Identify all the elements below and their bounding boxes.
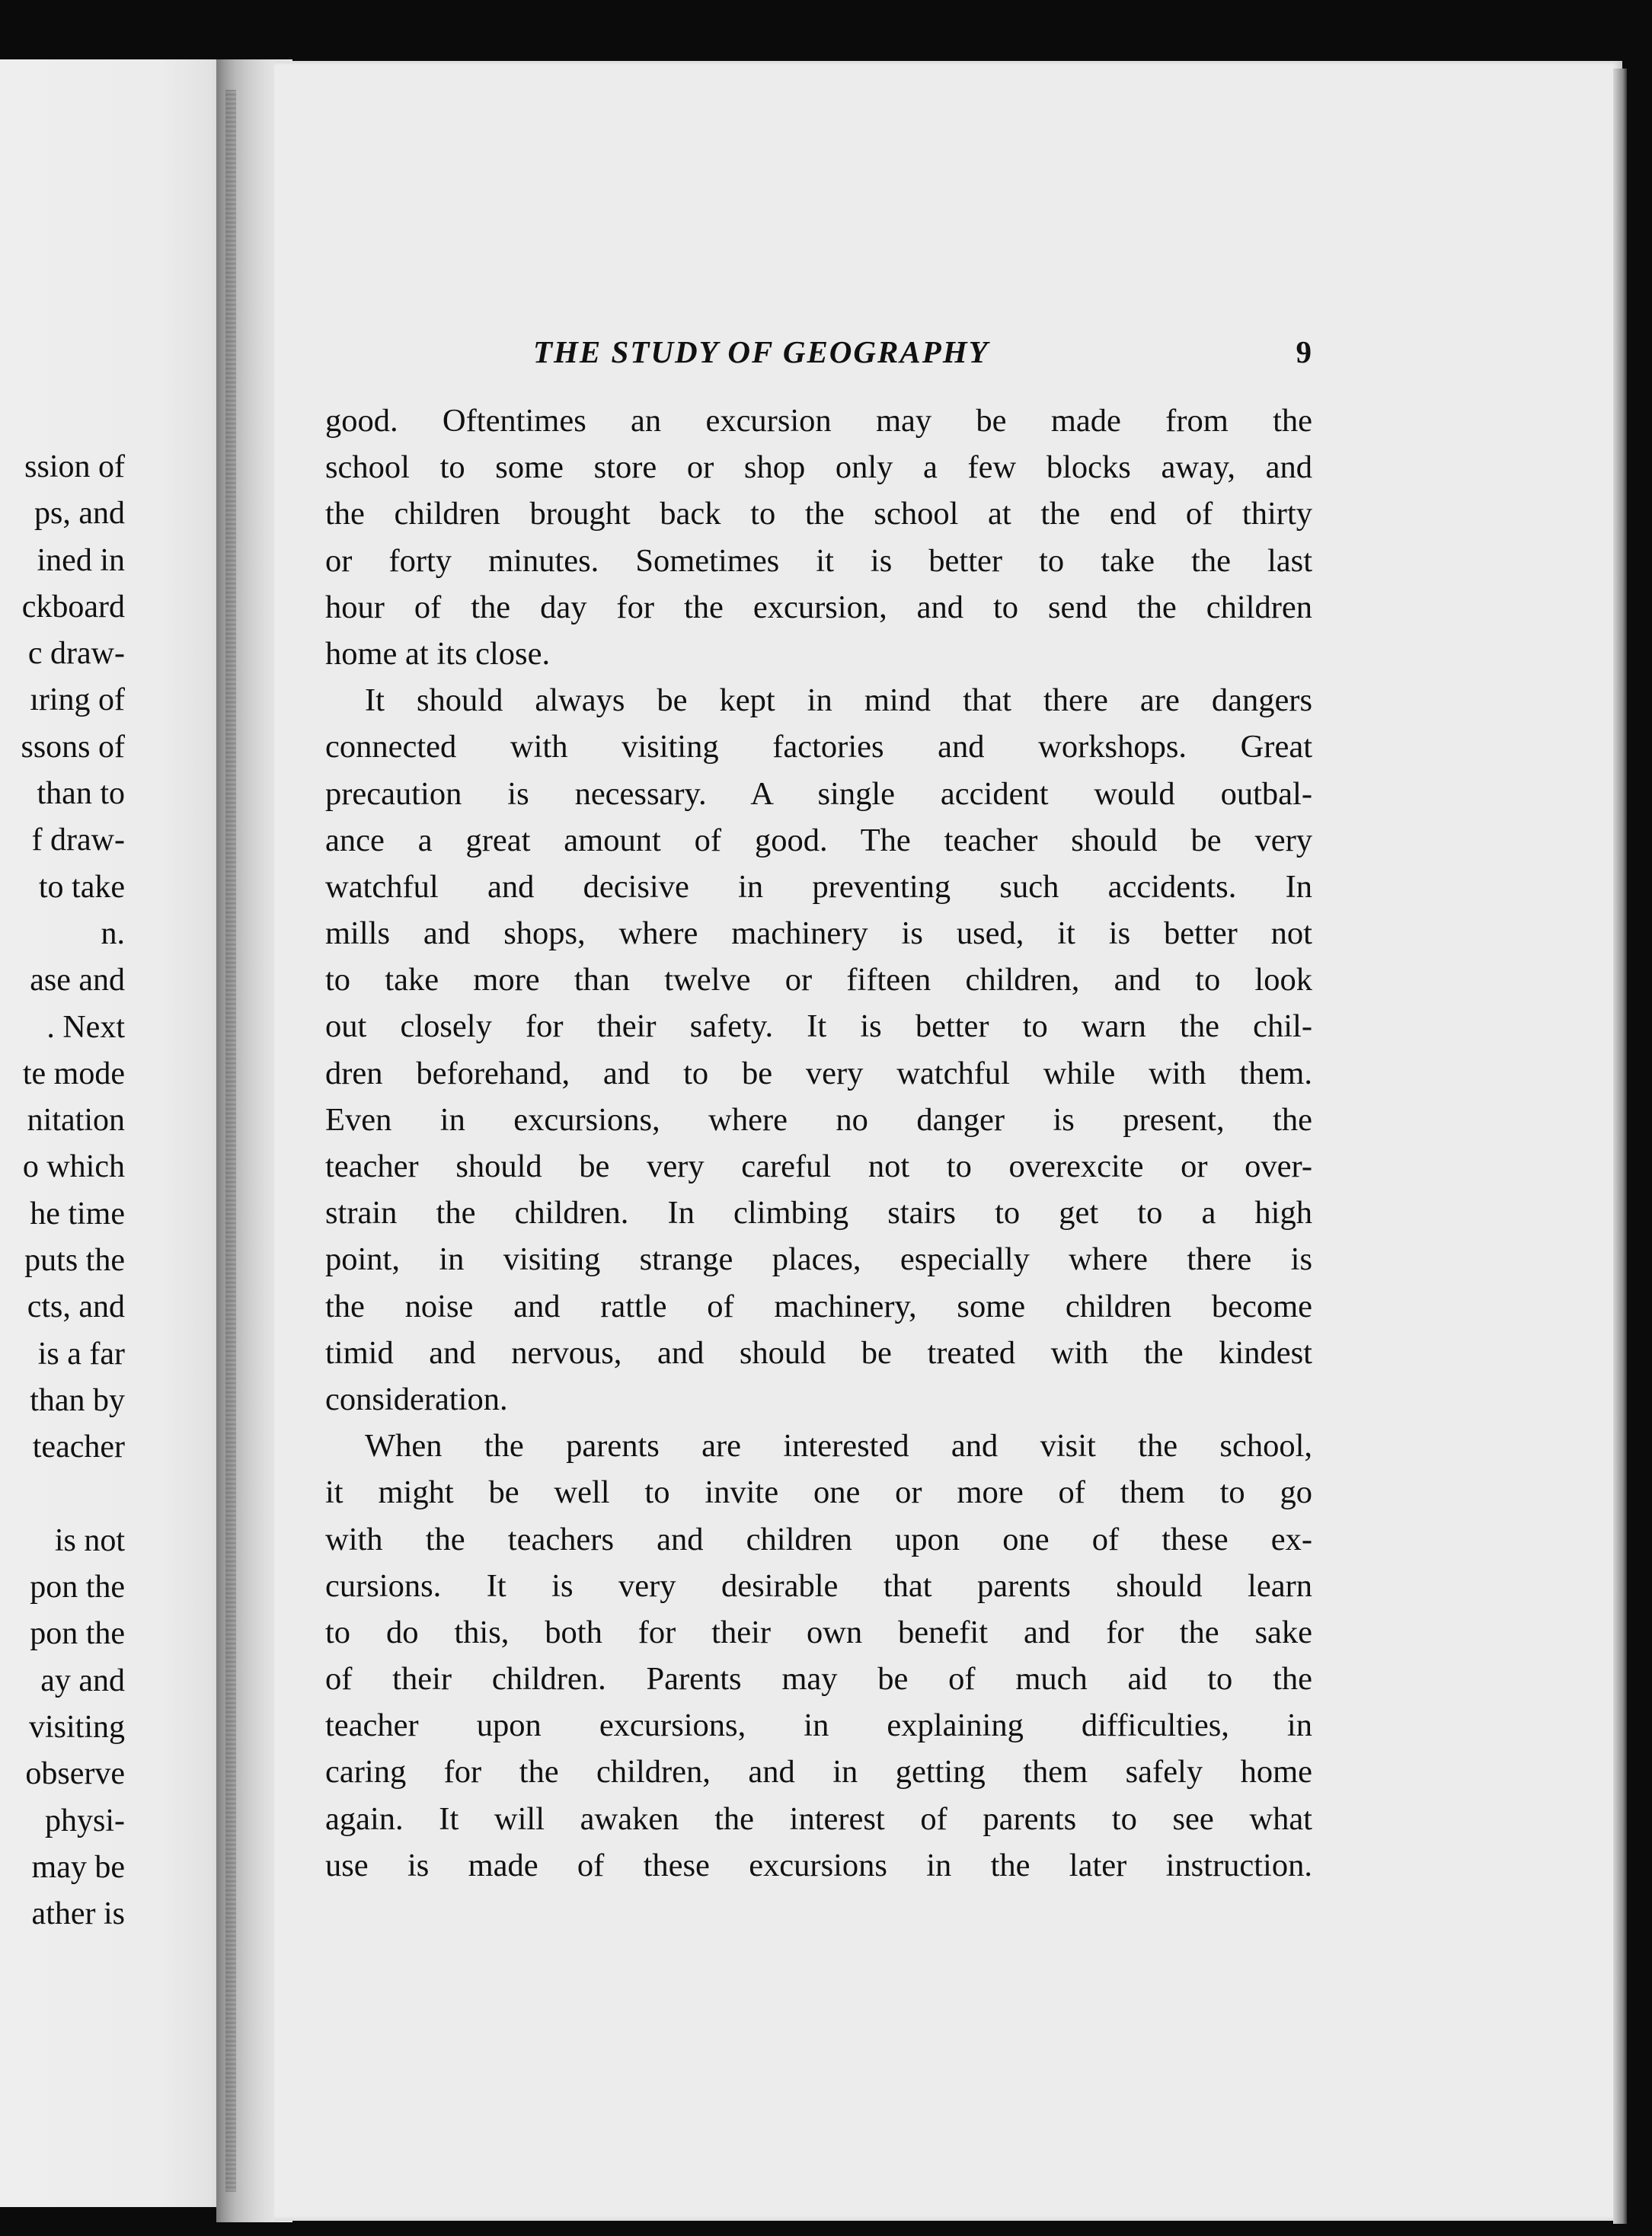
text-line: ance a great amount of good. The teacher should be very xyxy=(325,822,1312,858)
running-head: THE STUDY OF GEOGRAPHY xyxy=(533,334,989,369)
body-text xyxy=(325,398,1312,1889)
left-page-line: f draw- xyxy=(31,823,125,858)
text-line: out closely for their safety. It is better to warn the chil- xyxy=(325,1008,1312,1045)
text-line: consideration. xyxy=(325,1381,508,1417)
left-page-line: physi- xyxy=(45,1803,125,1838)
text-line: connected with visiting factories and workshops. Great xyxy=(325,729,1312,765)
text-line: good. Oftentimes an excursion may be made from the xyxy=(325,403,1312,439)
left-page-line: puts the xyxy=(24,1243,125,1279)
left-page-line: c draw- xyxy=(27,636,125,672)
text-line: cursions. It is very desirable that parents should learn xyxy=(325,1567,1312,1604)
text-line: hour of the day for the excursion, and to send the children xyxy=(325,589,1312,625)
text-line: it might be well to invite one or more of them to go xyxy=(325,1474,1312,1511)
left-page-line: teacher xyxy=(32,1429,125,1465)
left-page-line: than by xyxy=(30,1382,125,1418)
left-page-line: may be xyxy=(31,1849,125,1885)
text-line: When the parents are interested and visit the school, xyxy=(365,1428,1312,1465)
page-number: 9 xyxy=(1296,334,1312,369)
left-page-line: ıring of xyxy=(30,682,125,718)
left-page-line: ase and xyxy=(30,963,125,998)
left-page-line: is a far xyxy=(37,1336,125,1372)
left-page-line: ined in xyxy=(37,542,125,578)
left-page-line: nitation xyxy=(27,1103,125,1139)
left-page-line: ckboard xyxy=(21,589,125,624)
left-page-line: than to xyxy=(37,776,125,812)
text-line: point, in visiting strange places, especially where there is xyxy=(325,1241,1312,1278)
text-line: the noise and rattle of machinery, some children become xyxy=(325,1288,1312,1324)
left-page-line: pon the xyxy=(30,1570,125,1605)
left-page-line: o which xyxy=(22,1149,125,1185)
text-line: or forty minutes. Sometimes it is better to take the last xyxy=(325,542,1312,579)
left-page-line: observe xyxy=(25,1756,125,1792)
left-page-line: ssion of xyxy=(24,449,125,484)
left-page-line: to take xyxy=(38,869,125,905)
text-line: precaution is necessary. A single accident would outbal- xyxy=(325,775,1312,812)
text-line: to do this, both for their own benefit and for the sake xyxy=(325,1614,1312,1650)
text-line: timid and nervous, and should be treated with the kindest xyxy=(325,1334,1312,1371)
text-line: to take more than twelve or fifteen children, and to look xyxy=(325,962,1312,998)
text-line: teacher should be very careful not to overexcite or over- xyxy=(325,1148,1312,1184)
text-line: of their children. Parents may be of much aid to the xyxy=(325,1661,1312,1698)
left-page-line: visiting xyxy=(28,1710,125,1746)
left-page-line xyxy=(0,1471,125,1518)
text-line: home at its close. xyxy=(325,635,551,672)
left-page-line: cts, and xyxy=(27,1289,125,1325)
left-page-line: he time xyxy=(30,1196,125,1231)
text-line: again. It will awaken the interest of parents to see what xyxy=(325,1800,1312,1837)
text-line: use is made of these excursions in the later instruction. xyxy=(325,1847,1312,1883)
left-page-line: n. xyxy=(101,915,125,951)
text-line: teacher upon excursions, in explaining difficulties, in xyxy=(325,1707,1312,1744)
text-line: It should always be kept in mind that there are dangers xyxy=(365,682,1312,719)
left-page-line: pon the xyxy=(30,1616,125,1652)
text-line: strain the children. In climbing stairs to get to a high xyxy=(325,1195,1312,1231)
text-line: the children brought back to the school at the end of thirty xyxy=(325,496,1312,532)
text-line: watchful and decisive in preventing such accidents. In xyxy=(325,868,1312,905)
left-page-line: ay and xyxy=(40,1663,125,1698)
left-page-line: . Next xyxy=(46,1009,125,1045)
left-page-line: is not xyxy=(54,1522,125,1558)
text-line: mills and shops, where machinery is used, it is better not xyxy=(325,915,1312,952)
left-page-line: te mode xyxy=(22,1056,125,1091)
left-page xyxy=(0,59,228,2207)
left-page-line: ssons of xyxy=(21,729,125,765)
text-line: dren beforehand, and to be very watchful while with them. xyxy=(325,1055,1312,1091)
text-line: caring for the children, and in getting them safely home xyxy=(325,1754,1312,1790)
left-page-text xyxy=(0,444,125,1938)
text-line: with the teachers and children upon one of these ex- xyxy=(325,1521,1312,1557)
text-line: school to some store or shop only a few blocks away, and xyxy=(325,449,1312,486)
page-edge xyxy=(1613,69,1627,2224)
left-page-line: ather is xyxy=(31,1896,125,1932)
text-line: Even in excursions, where no danger is present, the xyxy=(325,1101,1312,1138)
left-page-line: ps, and xyxy=(34,496,125,532)
